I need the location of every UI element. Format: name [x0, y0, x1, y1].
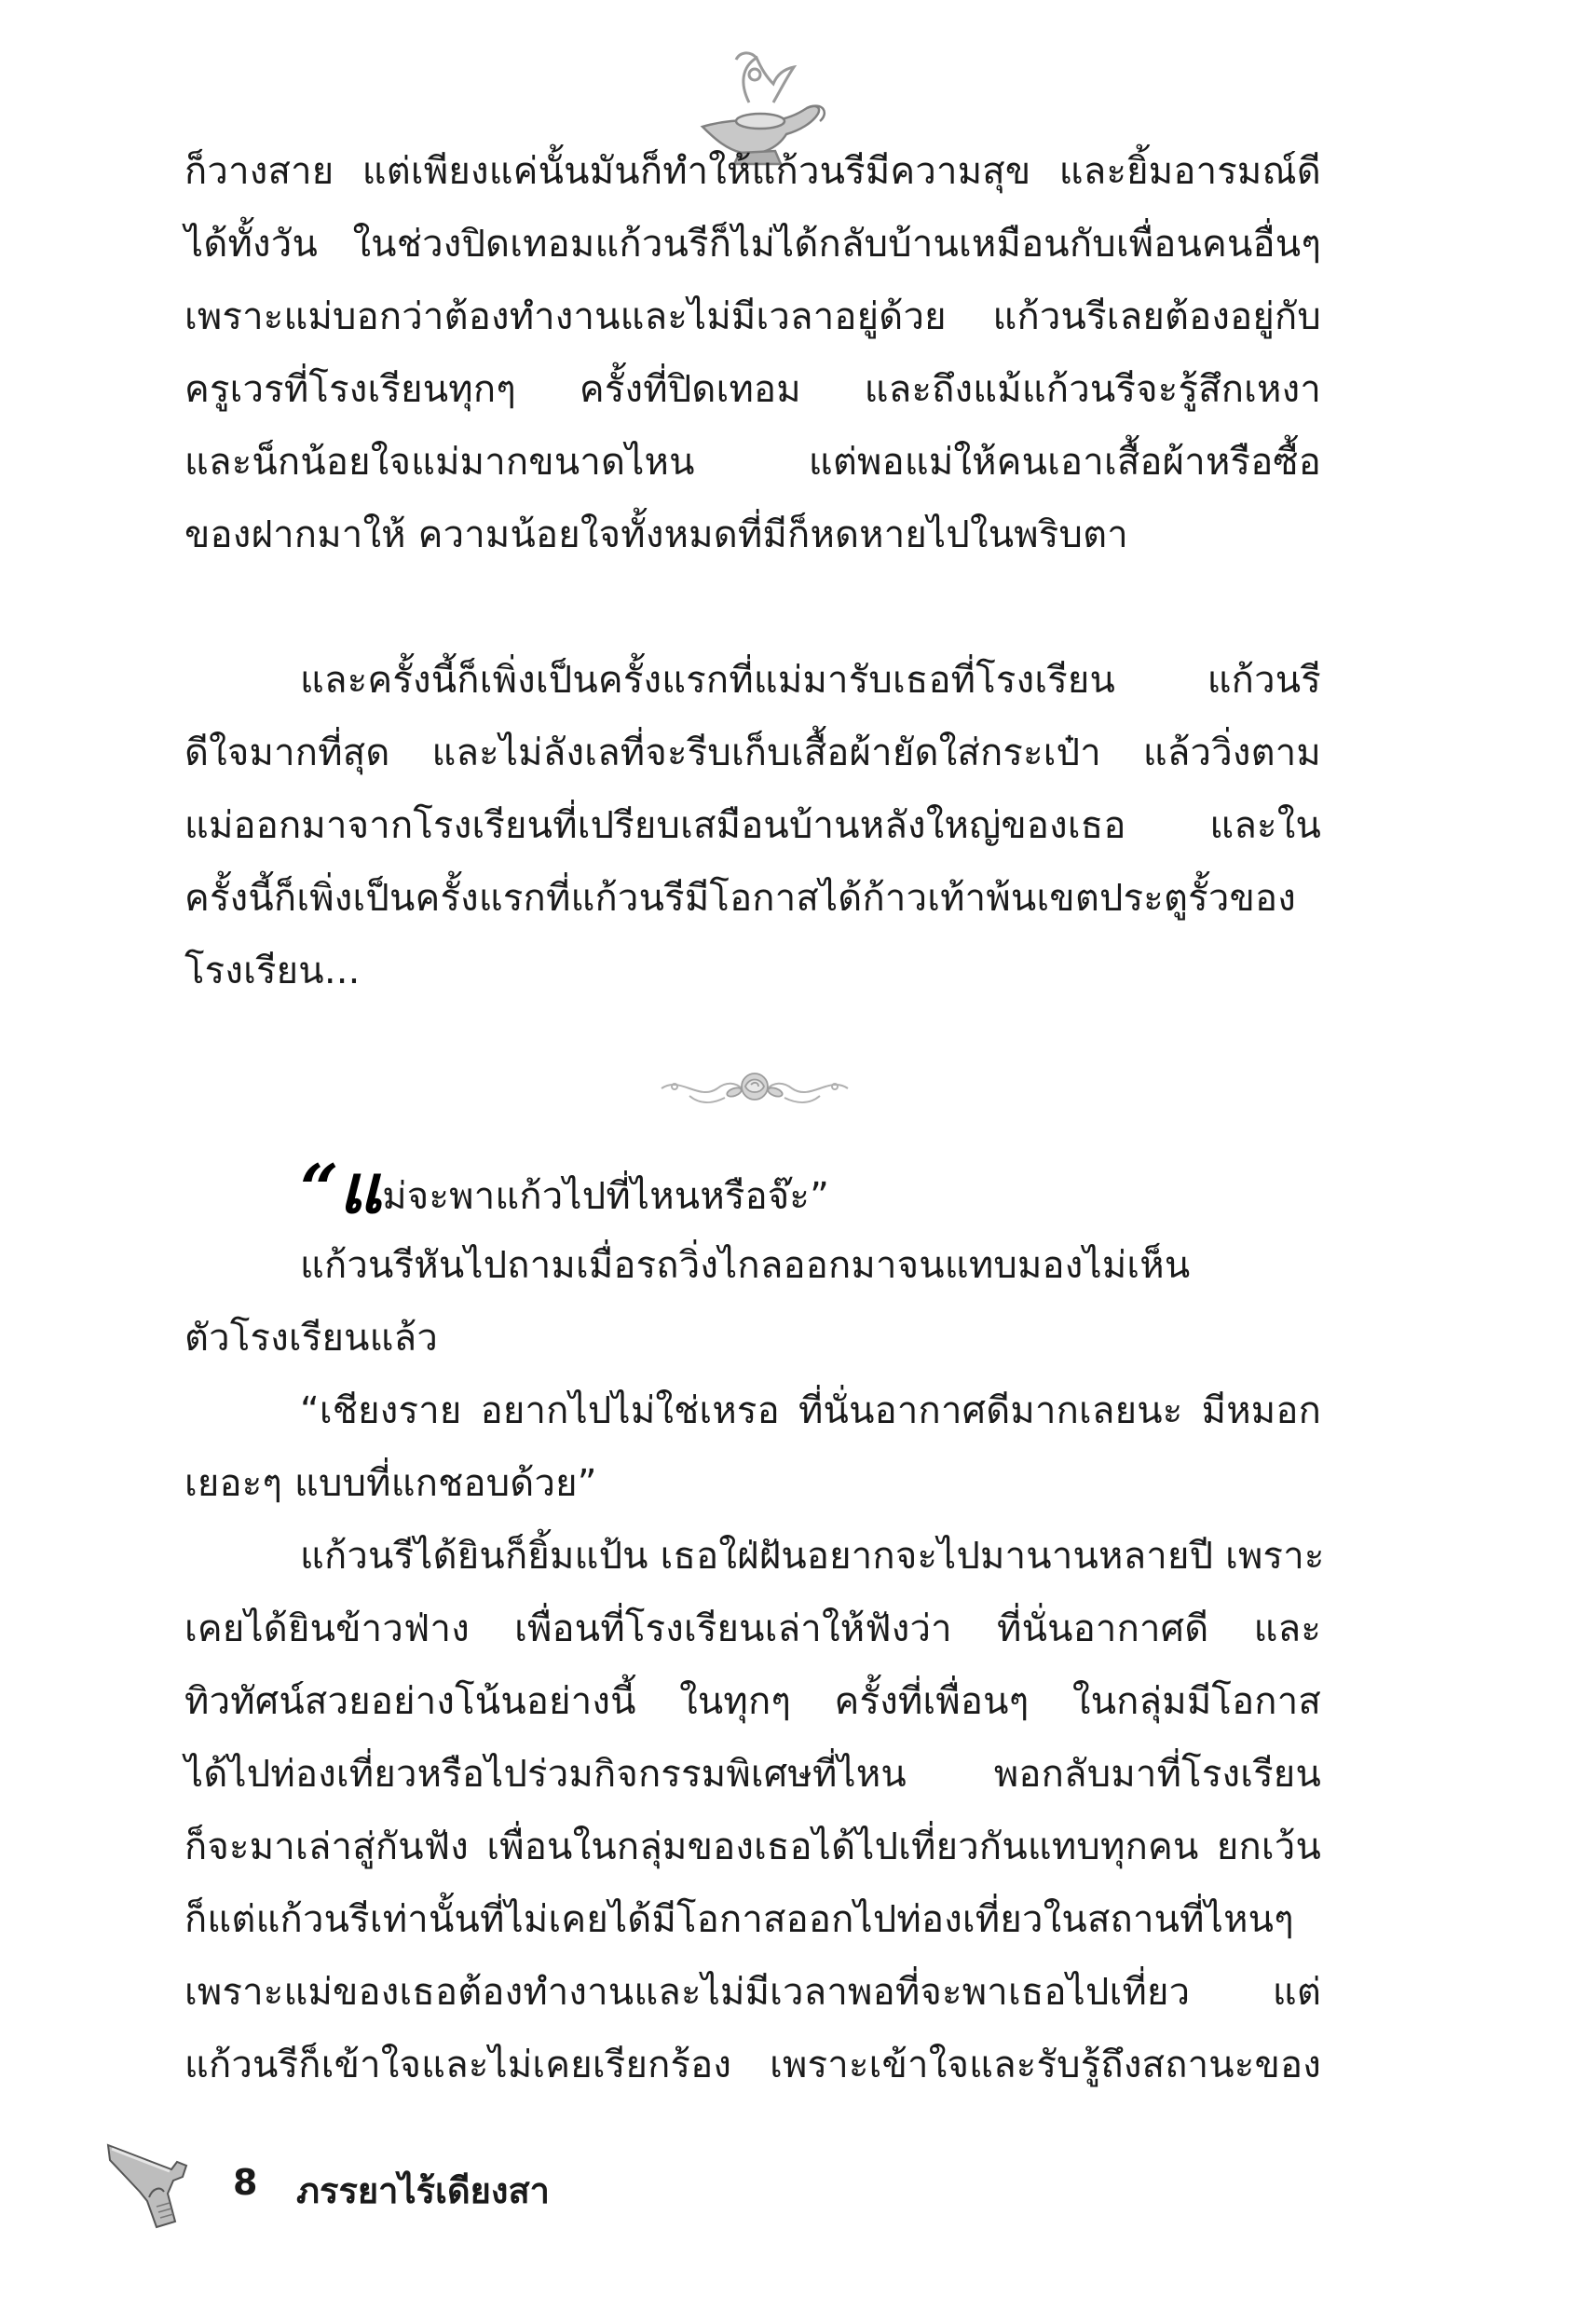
page-footer [102, 2132, 848, 2235]
text-line: เคยได้ยินข้าวฟ่าง เพื่อนที่โรงเรียนเล่าให้ฟังว่า ที่นั่นอากาศดี และ [184, 1607, 1321, 1650]
rose-flourish-icon [652, 1060, 857, 1116]
text-line: ก็จะมาเล่าสู่กันฟัง เพื่อนในกลุ่มของเธอได้ไปเที่ยวกันแทบทุกคน ยกเว้น [184, 1826, 1321, 1868]
book-title: ภรรยาไร้เดียงสา [296, 2170, 551, 2211]
text-line: แก้วนรีก็เข้าใจและไม่เคยเรียกร้อง เพราะเข้าใจและรับรู้ถึงสถานะของ [184, 2044, 1321, 2086]
text-line: ทิวทัศน์สวยอย่างโน้นอย่างนี้ ในทุกๆ ครั้งที่เพื่อนๆ ในกลุ่มมีโอกาส [184, 1680, 1321, 1723]
text-line: โรงเรียน... [184, 950, 361, 992]
text-line: ของฝากมาให้ ความน้อยใจทั้งหมดที่มีก็หดหายไปในพริบตา [184, 513, 1128, 556]
text-line: แม่ออกมาจากโรงเรียนที่เปรียบเสมือนบ้านหลังใหญ่ของเธอ และใน [184, 804, 1321, 847]
dialogue-text: ม่จะพาแก้วไปที่ไหนหรือจ๊ะ” [382, 1175, 830, 1218]
pistol-icon [102, 2132, 196, 2235]
text-line: ตัวโรงเรียนแล้ว [184, 1317, 439, 1360]
text-line: ครูเวรที่โรงเรียนทุกๆ ครั้งที่ปิดเทอม และถึงแม้แก้วนรีจะรู้สึกเหงา [184, 368, 1321, 411]
text-line: เพราะแม่ของเธอต้องทำงานและไม่มีเวลาพอที่จะพาเธอไปเที่ยว แต่ [184, 1971, 1321, 2014]
text-line: ได้ทั้งวัน ในช่วงปิดเทอมแก้วนรีก็ไม่ได้กลับบ้านเหมือนกับเพื่อนคนอื่นๆ [184, 223, 1321, 266]
text-line: และน็กน้อยใจแม่มากขนาดไหน แต่พอแม่ให้คนเอาเสื้อผ้าหรือซื้อ [184, 441, 1321, 484]
page-number: 8 [233, 2162, 258, 2203]
text-line: เพราะแม่บอกว่าต้องทำงานและไม่มีเวลาอยู่ด้วย แก้วนรีเลยต้องอยู่กับ [184, 295, 1321, 338]
text-line: แก้วนรีหันไปถามเมื่อรถวิ่งไกลออกมาจนแทบมองไม่เห็น [300, 1244, 1191, 1287]
text-line: แก้วนรีได้ยินก็ยิ้มแป้น เธอใฝ่ฝันอยากจะไปมานานหลายปี เพราะ [300, 1535, 1325, 1578]
text-line [300, 1149, 830, 1228]
text-line: ครั้งนี้ก็เพิ่งเป็นครั้งแรกที่แก้วนรีมีโอกาสได้ก้าวเท้าพ้นเขตประตูรั้วของ [184, 877, 1297, 920]
text-line: และครั้งนี้ก็เพิ่งเป็นครั้งแรกที่แม่มารับเธอที่โรงเรียน แก้วนรี [300, 659, 1321, 702]
text-line: ก็วางสาย แต่เพียงแค่นั้นมันก็ทำให้แก้วนรีมีความสุข และยิ้มอารมณ์ดี [184, 150, 1321, 193]
text-line: “เชียงราย อยากไปไม่ใช่เหรอ ที่นั่นอากาศดีมากเลยนะ มีหมอก [300, 1389, 1321, 1432]
text-line: ดีใจมากที่สุด และไม่ลังเลที่จะรีบเก็บเสื้อผ้ายัดใส่กระเป๋า แล้ววิ่งตาม [184, 732, 1321, 774]
text-line: ได้ไปท่องเที่ยวหรือไปร่วมกิจกรรมพิเศษที่ไหน พอกลับมาที่โรงเรียน [184, 1753, 1321, 1796]
text-line: ก็แต่แก้วนรีเท่านั้นที่ไม่เคยได้มีโอกาสออกไปท่องเที่ยวในสถานที่ไหนๆ [184, 1898, 1294, 1941]
dropcap: “แ [300, 1149, 383, 1228]
text-line: เยอะๆ แบบที่แกชอบด้วย” [184, 1462, 597, 1505]
